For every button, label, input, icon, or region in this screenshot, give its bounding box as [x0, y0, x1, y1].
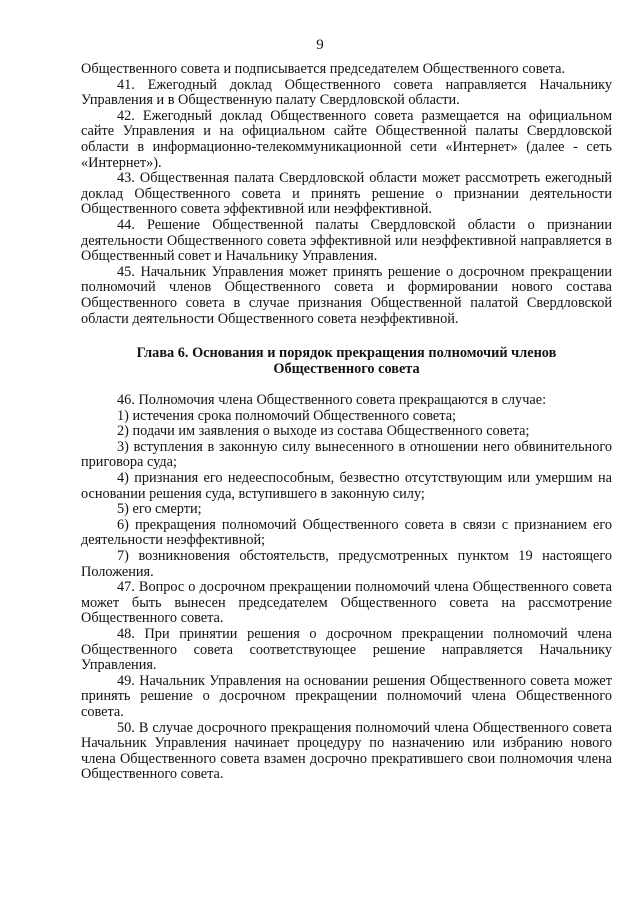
chapter-heading-line-2: Общественного совета: [273, 361, 420, 378]
paragraph-42: 42. Ежегодный доклад Общественного совета размещается на официальном сайте Управления и на официальном сайте Общественной палаты Свердловской области в информационно-телекоммуникационной сети «Интернет» (далее - сеть «Интернет»).: [81, 107, 612, 171]
paragraph-44: 44. Решение Общественной палаты Свердловской области о признании деятельности Общественного совета эффективной или неэффективной направляется в Общественный совет и Начальнику Управления.: [81, 216, 612, 265]
list-item-3: 3) вступления в законную силу вынесенного в отношении него обвинительного приговора суда;: [81, 438, 612, 471]
paragraph-47: 47. Вопрос о досрочном прекращении полномочий члена Общественного совета может быть вынесен председателем Общественного совета на рассмотрение Общественного совета.: [81, 579, 612, 627]
paragraph-50: 50. В случае досрочного прекращения полномочий члена Общественного совета Начальник Управления начинает процедуру по назначению или избранию нового члена Общественного совета взамен досрочно прекратившего свои полномочия члена Общественного совета.: [81, 719, 612, 783]
paragraph-48: 48. При принятии решения о досрочном прекращении полномочий члена Общественного совета соответствующее решение направляется Начальнику Управления.: [81, 626, 612, 674]
paragraph-40-end: Общественного совета и подписывается председателем Общественного совета.: [81, 61, 566, 77]
list-item-4: 4) признания его недееспособным, безвестно отсутствующим или умершим на основании решения суда, вступившего в законную силу;: [81, 470, 612, 502]
list-item-1: 1) истечения срока полномочий Общественного совета;: [117, 407, 457, 424]
page-number: 9: [316, 37, 324, 53]
list-item-7: 7) возникновения обстоятельств, предусмотренных пунктом 19 настоящего Положения.: [81, 548, 612, 580]
paragraph-46: 46. Полномочия члена Общественного совета прекращаются в случае:: [117, 392, 547, 409]
paragraph-43: 43. Общественная палата Свердловской области может рассмотреть ежегодный доклад Общественного совета и принять решение о признании деятельности Общественного совета эффективной или неэффективной.: [81, 170, 612, 218]
paragraph-41: 41. Ежегодный доклад Общественного совета направляется Начальнику Управления и в Общественную палату Свердловской области.: [81, 76, 612, 109]
paragraph-49: 49. Начальник Управления на основании решения Общественного совета может принять решение о досрочном прекращении полномочий члена Общественного совета.: [81, 672, 612, 720]
list-item-2: 2) подачи им заявления о выходе из состава Общественного совета;: [117, 423, 530, 440]
chapter-heading-line-1: Глава 6. Основания и порядок прекращения полномочий членов: [136, 345, 557, 362]
chapter-heading: [81, 345, 612, 377]
document-body: [81, 62, 612, 783]
paragraph-45: 45. Начальник Управления может принять решение о досрочном прекращении полномочий членов Общественного совета и формировании нового состава Общественного совета в случае признания Общественной палатой Свердловской области деятельности Общественного совета неэффективной.: [81, 263, 612, 327]
list-item-6: 6) прекращения полномочий Общественного совета в связи с признанием его деятельности неэффективной;: [81, 516, 612, 549]
list-item-5: 5) его смерти;: [117, 501, 202, 518]
